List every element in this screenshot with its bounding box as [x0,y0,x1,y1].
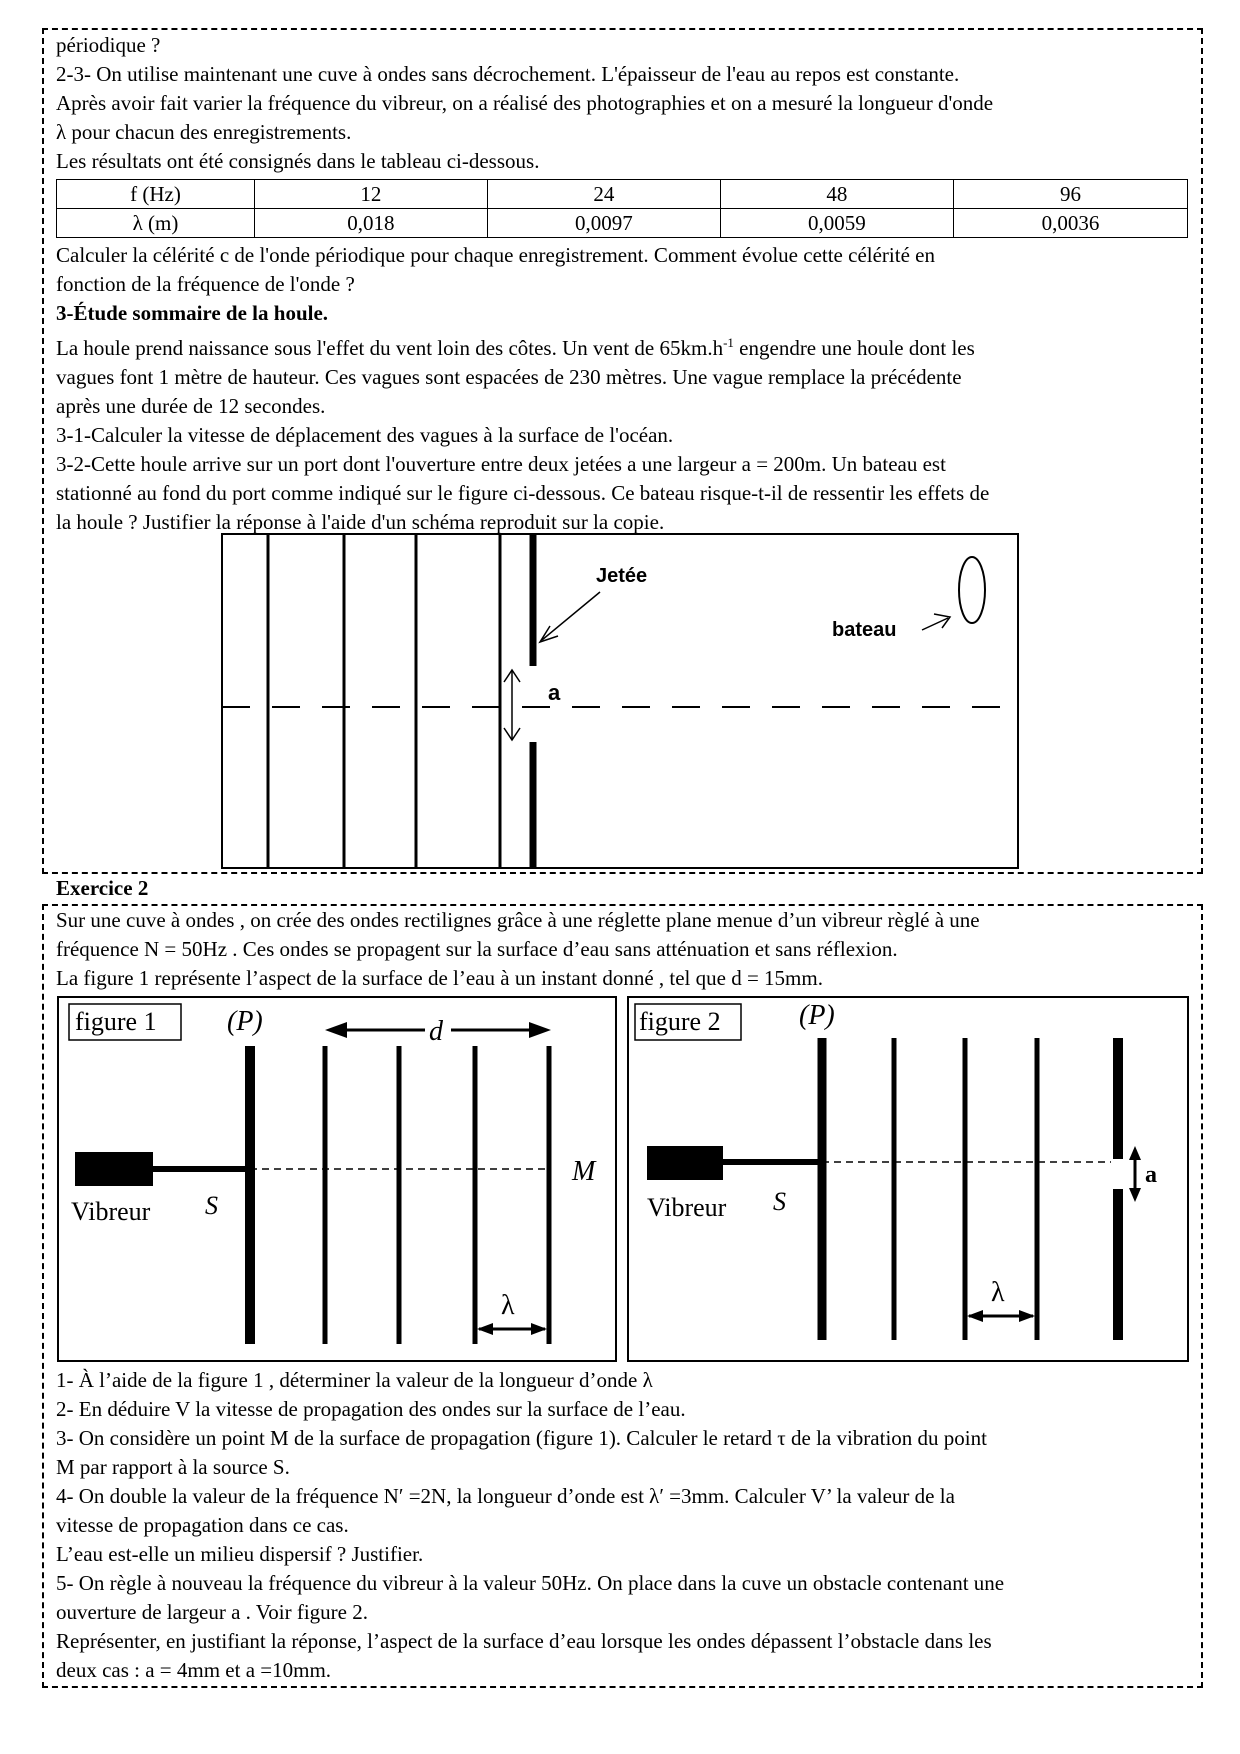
point-label: M [572,1156,596,1187]
port-figure [220,532,1020,872]
vibrator-label: Vibreur [71,1197,151,1226]
question-line: deux cas : a = 4mm et a =10mm. [56,1658,332,1682]
text-line: périodique ? [56,33,161,57]
boat-label: bateau [832,619,897,641]
text-line: λ pour chacun des enregistrements. [56,120,352,144]
arrow-head [1129,1188,1141,1202]
arrow-head [967,1310,983,1322]
arrow-head [325,1022,347,1038]
table-cell: 0,0097 [487,209,720,238]
text-span: La houle prend naissance sous l'effet du vent loin des côtes. Un vent de 65km.h [56,336,724,360]
jetty-label: Jetée [596,565,648,587]
question-line: vitesse de propagation dans ce cas. [56,1513,349,1537]
results-table [56,179,1188,238]
table-row-frequency [57,180,1188,209]
arrow-head [531,1323,547,1335]
plate-label: (P) [799,1000,835,1031]
question-line: L’eau est-elle un milieu dispersif ? Justifier. [56,1542,424,1566]
arrow-head [1019,1310,1035,1322]
text-line: fréquence N = 50Hz . Ces ondes se propagent sur la surface d’eau sans atténuation et sans réflexion. [56,937,898,961]
figure-title: figure 1 [75,1007,157,1036]
text-line: Sur une cuve à ondes , on crée des ondes rectilignes grâce à une réglette plane menue d’un vibreur règlé à une [56,908,980,932]
question-line: 1- À l’aide de la figure 1 , déterminer la valeur de la longueur d’onde λ [56,1368,653,1392]
question-line: 4- On double la valeur de la fréquence N′ =2N, la longueur d’onde est λ′ =3mm. Calculer V’ la valeur de la [56,1484,955,1508]
question-line: ouverture de largeur a . Voir figure 2. [56,1600,368,1624]
boat-icon [959,557,985,623]
exercise-2-title: Exercice 2 [56,876,149,900]
text-span: engendre une houle dont les [733,336,975,360]
table-row-wavelength [57,209,1188,238]
arrow-head [529,1022,551,1038]
question-line: 2- En déduire V la vitesse de propagation des ondes sur la surface de l’eau. [56,1397,686,1421]
text-line: Les résultats ont été consignés dans le tableau ci-dessous. [56,149,540,173]
table-cell: 24 [487,180,720,209]
wavelength-label: λ [991,1277,1005,1308]
figure-title: figure 2 [639,1007,721,1036]
table-cell: f (Hz) [57,180,255,209]
source-label: S [773,1187,786,1216]
jetty-pointer [542,592,600,640]
superscript: -1 [723,335,734,350]
arrow-head [1129,1146,1141,1160]
vibrator-block [647,1146,723,1180]
section-title: 3-Étude sommaire de la houle. [56,301,329,325]
question-line: 5- On règle à nouveau la fréquence du vibreur à la valeur 50Hz. On place dans la cuve un obstacle contenant une [56,1571,1005,1595]
opening-label: a [1145,1162,1157,1188]
exercise-2-intro [56,906,1196,993]
source-label: S [205,1191,218,1220]
question-line: 3- On considère un point M de la surface de propagation (figure 1). Calculer le retard τ de la vibration du point [56,1426,987,1450]
table-cell: λ (m) [57,209,255,238]
question-line: Représenter, en justifiant la réponse, l’aspect de la surface d’eau lorsque les ondes dépassent l’obstacle dans les [56,1629,992,1653]
opening-label: a [548,680,561,705]
text-line: fonction de la fréquence de l'onde ? [56,272,355,296]
table-cell: 12 [254,180,487,209]
question-celerite [56,241,1196,537]
question-line: M par rapport à la source S. [56,1455,290,1479]
text-line: la houle ? Justifier la réponse à l'aide d'un schéma reproduit sur la copie. [56,510,665,534]
section-2-3-text [56,31,1196,176]
text-line: Calculer la célérité c de l'onde périodique pour chaque enregistrement. Comment évolue cette célérité en [56,243,935,267]
vibrator-label: Vibreur [647,1193,727,1222]
text-line: 3-2-Cette houle arrive sur un port dont l'ouverture entre deux jetées a une largeur a = 200m. Un bateau est [56,452,946,476]
text-line: Après avoir fait varier la fréquence du vibreur, on a réalisé des photographies et on a mesuré la longueur d'onde [56,91,994,115]
text-line: après une durée de 12 secondes. [56,394,326,418]
distance-label: d [429,1016,443,1047]
text-line: stationné au fond du port comme indiqué sur le figure ci-dessous. Ce bateau risque-t-il de ressentir les effets de [56,481,990,505]
table-cell: 0,0059 [720,209,953,238]
text-line: vagues font 1 mètre de hauteur. Ces vagues sont espacées de 230 mètres. Une vague remplace la précédente [56,365,962,389]
figure-1 [57,996,617,1362]
table-cell: 96 [953,180,1187,209]
exercise-2-questions [56,1366,1196,1685]
plate-label: (P) [227,1006,263,1037]
figure-2 [627,996,1189,1362]
wavelength-label: λ [501,1290,515,1321]
table-cell: 48 [720,180,953,209]
table-cell: 0,018 [254,209,487,238]
text-line: La figure 1 représente l’aspect de la surface de l’eau à un instant donné , tel que d = 15mm. [56,966,823,990]
table-cell: 0,0036 [953,209,1187,238]
vibrator-block [75,1152,153,1186]
text-line: 3-1-Calculer la vitesse de déplacement des vagues à la surface de l'océan. [56,423,674,447]
text-line: 2-3- On utilise maintenant une cuve à ondes sans décrochement. L'épaisseur de l'eau au repos est constante. [56,62,960,86]
arrow-head [477,1323,493,1335]
text-line [56,328,1196,363]
